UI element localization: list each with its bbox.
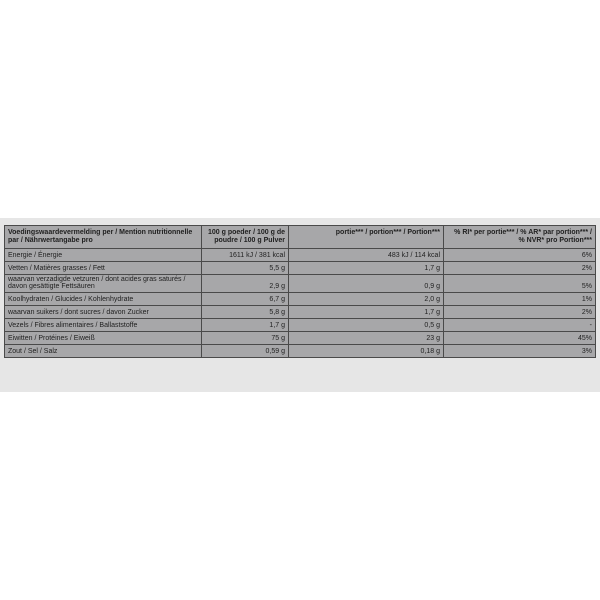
per-100g-value: 75 g [202, 332, 289, 345]
per-portion-value: 2,0 g [289, 293, 444, 306]
per-100g-value: 5,5 g [202, 261, 289, 274]
header-nutrient: Voedingswaardevermelding per / Mention nutritionnelle par / Nährwertangabe pro [5, 226, 202, 249]
nutrient-label: waarvan verzadigde vetzuren / dont acides gras saturés / davon gesättigte Fettsäuren [5, 274, 202, 293]
per-100g-value: 0,59 g [202, 345, 289, 358]
reference-intake-value: 2% [444, 306, 596, 319]
nutrient-label: Vezels / Fibres alimentaires / Ballaststoffe [5, 319, 202, 332]
table-row [5, 332, 596, 345]
header-per-100g: 100 g poeder / 100 g de poudre / 100 g Pulver [202, 226, 289, 249]
table-row [5, 274, 596, 293]
nutrient-label: Vetten / Matières grasses / Fett [5, 261, 202, 274]
nutrient-label: Zout / Sel / Salz [5, 345, 202, 358]
table-row [5, 306, 596, 319]
per-100g-value: 1611 kJ / 381 kcal [202, 248, 289, 261]
table-row [5, 248, 596, 261]
reference-intake-value: 2% [444, 261, 596, 274]
reference-intake-value: 6% [444, 248, 596, 261]
nutrient-label: Eiwitten / Protéines / Eiweiß [5, 332, 202, 345]
per-100g-value: 6,7 g [202, 293, 289, 306]
nutrient-label: Energie / Énergie [5, 248, 202, 261]
table-row [5, 319, 596, 332]
table-header-row [5, 226, 596, 249]
per-portion-value: 0,9 g [289, 274, 444, 293]
per-portion-value: 1,7 g [289, 261, 444, 274]
reference-intake-value: 3% [444, 345, 596, 358]
reference-intake-value: 1% [444, 293, 596, 306]
reference-intake-value: 45% [444, 332, 596, 345]
per-100g-value: 2,9 g [202, 274, 289, 293]
per-portion-value: 0,18 g [289, 345, 444, 358]
header-per-portion: portie*** / portion*** / Portion*** [289, 226, 444, 249]
reference-intake-value: 5% [444, 274, 596, 293]
per-portion-value: 1,7 g [289, 306, 444, 319]
reference-intake-value: - [444, 319, 596, 332]
per-100g-value: 1,7 g [202, 319, 289, 332]
per-portion-value: 23 g [289, 332, 444, 345]
nutrition-table [4, 225, 596, 358]
per-portion-value: 0,5 g [289, 319, 444, 332]
per-100g-value: 5,8 g [202, 306, 289, 319]
per-portion-value: 483 kJ / 114 kcal [289, 248, 444, 261]
header-reference-intake: % RI* per portie*** / % AR* par portion*** / % NVR* pro Portion*** [444, 226, 596, 249]
table-row [5, 293, 596, 306]
table-row [5, 261, 596, 274]
table-row [5, 345, 596, 358]
nutrient-label: Koolhydraten / Glucides / Kohlenhydrate [5, 293, 202, 306]
nutrient-label: waarvan suikers / dont sucres / davon Zucker [5, 306, 202, 319]
